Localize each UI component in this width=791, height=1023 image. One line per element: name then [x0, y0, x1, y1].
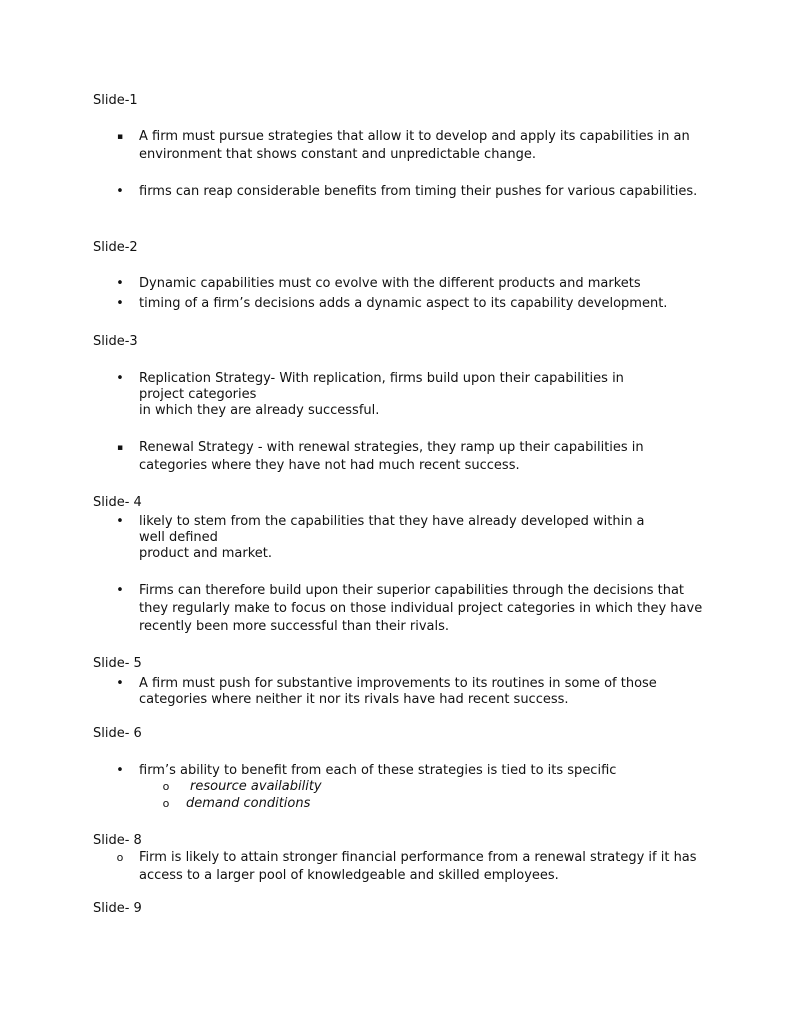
bullet-marker: • [116, 184, 124, 199]
bullet-text: firm’s ability to benefit from each of these strategies is tied to its specific [139, 763, 617, 778]
slide-heading: Slide- 6 [93, 726, 142, 741]
bullet-marker: • [116, 371, 124, 386]
bullet-marker: • [116, 583, 124, 598]
bullet-marker: ▪ [116, 132, 124, 142]
bullet-marker: • [116, 276, 124, 291]
slide-heading: Slide-1 [93, 93, 138, 108]
slide-heading: Slide- 8 [93, 833, 142, 848]
bullet-marker: • [116, 514, 124, 529]
bullet-text-line: project categories [139, 387, 257, 402]
bullet-text: Dynamic capabilities must co evolve with the different products and markets [139, 276, 641, 291]
sub-bullet-text: demand conditions [186, 796, 311, 811]
list-item [116, 582, 711, 636]
bullet-marker: • [116, 296, 124, 311]
sub-bullet-text: resource availability [190, 779, 322, 794]
bullet-text: Firm is likely to attain stronger financial performance from a renewal strategy if it has access to a larger pool of knowledgeable and skilled employees. [139, 850, 697, 883]
list-item [116, 183, 711, 201]
bullet-text: A firm must push for substantive improvements to its routines in some of those categories where neither it nor its rivals have had recent success. [139, 676, 657, 707]
bullet-text-line: well defined [139, 530, 218, 545]
slide-heading: Slide- 9 [93, 901, 142, 916]
bullet-marker: ▪ [116, 443, 124, 453]
list-item [116, 275, 711, 293]
circle-marker: o [162, 797, 170, 810]
list-item [116, 371, 711, 419]
list-item [116, 514, 711, 562]
slide-heading: Slide- 5 [93, 656, 142, 671]
slide-heading: Slide-3 [93, 334, 138, 349]
bullet-text: timing of a firm’s decisions adds a dynamic aspect to its capability development. [139, 296, 668, 311]
list-item [116, 439, 711, 475]
slide-heading: Slide- 4 [93, 495, 142, 510]
bullet-text-line: product and market. [139, 546, 272, 561]
bullet-text: firms can reap considerable benefits from timing their pushes for various capabilities. [139, 184, 698, 199]
circle-marker: o [162, 780, 170, 793]
bullet-text: A firm must pursue strategies that allow it to develop and apply its capabilities in an environment that shows constant and unpredictable change. [139, 129, 690, 162]
list-item [116, 128, 711, 164]
circle-marker: o [116, 851, 124, 864]
bullet-text: Firms can therefore build upon their superior capabilities through the decisions that they regularly make to focus on those individual project categories in which they have recently been more successful than their rivals. [139, 583, 703, 634]
slide-heading: Slide-2 [93, 240, 138, 255]
bullet-text-line: likely to stem from the capabilities that they have already developed within a [139, 514, 645, 529]
sub-list-item [162, 778, 322, 795]
bullet-text: Renewal Strategy - with renewal strategies, they ramp up their capabilities in categories where they have not had much recent success. [139, 440, 644, 473]
bullet-marker: • [116, 763, 124, 778]
sub-list-item [162, 795, 311, 812]
bullet-text-line: in which they are already successful. [139, 403, 380, 418]
list-item [116, 849, 711, 885]
list-item [116, 295, 711, 313]
bullet-marker: • [116, 676, 124, 691]
list-item [116, 676, 711, 708]
bullet-text-line: Replication Strategy- With replication, firms build upon their capabilities in [139, 371, 624, 386]
